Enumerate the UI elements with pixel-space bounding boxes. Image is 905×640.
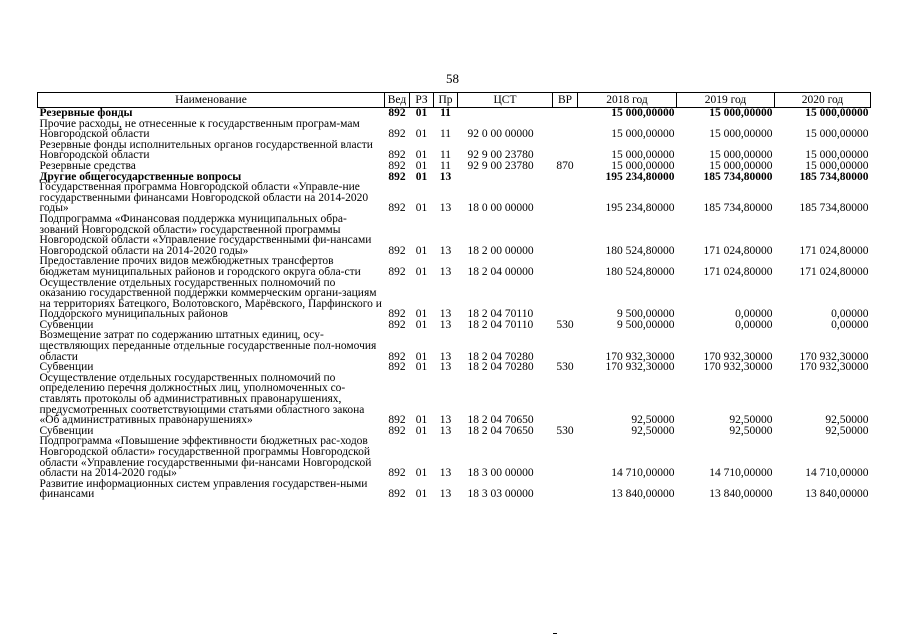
row-cst: 18 2 04 70650	[467, 414, 534, 427]
row-name: Подпрограмма «Повышение эффективности бюджетных рас-ходов Новгородской области» государственной программы Новгородской области «Управление государственными фи-нансами Новгородской области на 2014-2020 годы»	[39, 435, 372, 480]
row-2019: 92,50000	[729, 414, 773, 427]
row-cst: 18 2 04 70110	[467, 318, 534, 331]
row-rz: 01	[415, 424, 428, 437]
row-ved: 892	[388, 149, 406, 162]
row-name: Резервные фонды исполнительных органов государственной власти Новгородской области	[39, 138, 373, 162]
row-cst: 18 2 04 70110	[467, 308, 534, 321]
row-rz: 01	[415, 170, 428, 183]
row-2018: 92,50000	[631, 424, 675, 437]
row-pr: 13	[439, 424, 452, 437]
row-rz: 01	[415, 159, 428, 172]
row-2019: 13 840,00000	[709, 488, 773, 501]
row-pr: 13	[439, 350, 452, 363]
row-rz: 01	[415, 414, 428, 427]
row-vr	[553, 140, 578, 161]
row-name: Резервные средства	[39, 159, 136, 172]
row-2018: 195 234,80000	[605, 202, 675, 215]
row-vr: 870	[556, 159, 574, 172]
row-cst: 18 2 04 70280	[467, 350, 534, 363]
table-header	[38, 93, 871, 108]
row-cst: 18 2 04 70650	[467, 424, 534, 437]
row-ved: 892	[388, 424, 406, 437]
row-vr	[553, 182, 578, 214]
col-header-cst: ЦСТ	[458, 93, 553, 108]
row-2018: 180 524,80000	[605, 265, 675, 278]
row-rz: 01	[415, 308, 428, 321]
row-pr: 11	[440, 107, 451, 119]
row-2018: 180 524,80000	[605, 244, 675, 257]
row-2020: 15 000,00000	[805, 128, 869, 141]
row-2018: 92,50000	[631, 414, 675, 427]
row-vr	[553, 119, 578, 140]
row-name: Субвенции	[39, 424, 94, 437]
row-cst: 18 3 03 00000	[467, 488, 534, 501]
row-2019: 185 734,80000	[703, 170, 773, 183]
row-2020: 15 000,00000	[805, 159, 869, 172]
table-row	[38, 214, 871, 256]
row-name: Осуществление отдельных государственных полномочий по оказанию государственной поддержки коммерческим органи-зациям на территориях Батецкого, Волотовского, Марёвского, Парфинского и Поддорского муниципальных районов	[39, 276, 382, 321]
row-vr	[553, 479, 578, 500]
col-header-rz: РЗ	[410, 93, 434, 108]
table-row	[38, 479, 871, 500]
row-2018: 170 932,30000	[605, 350, 675, 363]
row-ved: 892	[388, 350, 406, 363]
row-rz: 01	[415, 265, 428, 278]
table-row	[38, 140, 871, 161]
row-rz: 01	[415, 318, 428, 331]
row-cst	[458, 172, 553, 183]
row-2018: 15 000,00000	[611, 149, 675, 162]
row-name: Прочие расходы, не отнесенные к государственным програм-мам Новгородской области	[39, 117, 360, 141]
row-2019: 14 710,00000	[709, 467, 773, 480]
row-ved: 892	[388, 467, 406, 480]
table-row	[38, 108, 871, 119]
col-header-2018: 2018 год	[578, 93, 677, 108]
row-ved: 892	[388, 308, 406, 321]
row-2018: 13 840,00000	[611, 488, 675, 501]
row-ved: 892	[388, 318, 406, 331]
row-2019: 0,00000	[735, 308, 773, 321]
row-2018: 15 000,00000	[611, 159, 675, 172]
row-ved: 892	[388, 488, 406, 501]
row-pr: 13	[439, 361, 452, 374]
row-2019: 170 932,30000	[703, 361, 773, 374]
row-pr: 11	[439, 149, 452, 162]
row-vr	[553, 330, 578, 362]
row-pr: 11	[439, 159, 452, 172]
row-name: Резервные фонды	[39, 107, 133, 119]
row-2020: 92,50000	[825, 424, 869, 437]
row-2019: 170 932,30000	[703, 350, 773, 363]
row-rz: 01	[415, 350, 428, 363]
col-header-2019: 2019 год	[677, 93, 775, 108]
row-pr: 13	[439, 467, 452, 480]
row-pr: 13	[439, 414, 452, 427]
row-cst	[458, 108, 553, 119]
row-2020: 0,00000	[831, 308, 869, 321]
row-name: Государственная программа Новгородской области «Управле-ние государственными финансами Новгородской области на 2014-2020 годы»	[39, 181, 369, 215]
row-rz: 01	[415, 202, 428, 215]
row-cst: 18 3 00 00000	[467, 467, 534, 480]
row-ved: 892	[388, 265, 406, 278]
row-rz: 01	[415, 361, 428, 374]
row-2020: 14 710,00000	[805, 467, 869, 480]
col-header-ved: Вед	[385, 93, 410, 108]
col-header-name: Наименование	[38, 93, 385, 108]
row-name: Субвенции	[39, 361, 94, 374]
row-2019: 15 000,00000	[709, 128, 773, 141]
row-cst: 92 9 00 23780	[467, 149, 534, 162]
row-name: Возмещение затрат по содержанию штатных единиц, осу-ществляющих переданные отдельные государственные пол-номочия области	[39, 329, 377, 363]
row-vr	[553, 436, 578, 478]
row-name: Предоставление прочих видов межбюджетных трансфертов бюджетам муниципальных районов и городского округа обла-сти	[39, 255, 361, 278]
row-ved: 892	[388, 414, 406, 427]
row-2019: 15 000,00000	[709, 107, 773, 119]
col-header-2020: 2020 год	[775, 93, 871, 108]
row-cst: 92 9 00 23780	[467, 159, 534, 172]
row-2018: 9 500,00000	[617, 318, 675, 331]
row-rz: 01	[415, 128, 428, 141]
row-cst: 18 0 00 00000	[467, 202, 534, 215]
row-vr: 530	[556, 318, 574, 331]
row-vr	[553, 373, 578, 426]
row-2018: 195 234,80000	[605, 170, 675, 183]
row-cst: 18 2 04 70280	[467, 361, 534, 374]
row-ved: 892	[388, 361, 406, 374]
row-name: Подпрограмма «Финансовая поддержка муниципальных обра-зований Новгородской области» государственной программы Новгородской области «Управление государственными фи-нансами Новгородской области на 2014-2020 годы»	[39, 212, 372, 257]
row-ved: 892	[388, 170, 406, 183]
row-2020: 171 024,80000	[799, 244, 869, 257]
row-ved: 892	[388, 202, 406, 215]
row-2018: 15 000,00000	[611, 128, 675, 141]
row-2020: 0,00000	[831, 318, 869, 331]
row-rz: 01	[415, 488, 428, 501]
table-row	[38, 373, 871, 426]
page-edge-mark	[553, 633, 557, 634]
row-pr: 13	[439, 318, 452, 331]
table-row	[38, 161, 871, 172]
row-pr: 11	[439, 128, 452, 141]
row-ved: 892	[388, 128, 406, 141]
row-vr: 530	[556, 361, 574, 374]
row-2020: 170 932,30000	[799, 350, 869, 363]
row-2019: 0,00000	[735, 318, 773, 331]
row-2018: 170 932,30000	[605, 361, 675, 374]
row-2020: 170 932,30000	[799, 361, 869, 374]
row-rz: 01	[415, 107, 428, 119]
row-2020: 15 000,00000	[805, 149, 869, 162]
col-header-vr: ВР	[553, 93, 578, 108]
row-vr	[553, 214, 578, 256]
row-vr	[553, 256, 578, 277]
table-row	[38, 256, 871, 277]
row-pr: 13	[439, 308, 452, 321]
row-pr: 13	[439, 244, 452, 257]
row-vr	[553, 278, 578, 320]
row-ved: 892	[388, 159, 406, 172]
row-ved: 892	[388, 244, 406, 257]
row-2020: 185 734,80000	[799, 170, 869, 183]
row-vr: 530	[556, 424, 574, 437]
row-2018: 9 500,00000	[617, 308, 675, 321]
row-2019: 15 000,00000	[709, 149, 773, 162]
page-number: 58	[446, 71, 459, 86]
row-pr: 13	[439, 170, 452, 183]
table-row	[38, 119, 871, 140]
row-pr: 13	[439, 265, 452, 278]
row-2019: 15 000,00000	[709, 159, 773, 172]
row-rz: 01	[415, 149, 428, 162]
row-rz: 01	[415, 467, 428, 480]
row-2018: 14 710,00000	[611, 467, 675, 480]
row-2020: 185 734,80000	[799, 202, 869, 215]
row-2018: 15 000,00000	[611, 107, 675, 119]
table-row	[38, 330, 871, 362]
row-cst: 18 2 04 00000	[467, 265, 534, 278]
row-name: Субвенции	[39, 318, 94, 331]
row-name: Другие общегосударственные вопросы	[39, 170, 242, 183]
table-row	[38, 278, 871, 320]
row-pr: 13	[439, 202, 452, 215]
table-row	[38, 436, 871, 478]
row-2020: 92,50000	[825, 414, 869, 427]
row-name: Осуществление отдельных государственных полномочий по определению перечня должностных лиц, уполномоченных со-ставлять протоколы об административных правонарушениях, предусмотренных соответствующими статьями областного закона «Об административных правонарушениях»	[39, 371, 365, 427]
col-header-pr: Пр	[434, 93, 458, 108]
row-name: Развитие информационных систем управления государствен-ными финансами	[39, 477, 368, 501]
row-rz: 01	[415, 244, 428, 257]
row-2020: 171 024,80000	[799, 265, 869, 278]
row-cst: 18 2 00 00000	[467, 244, 534, 257]
row-cst: 92 0 00 00000	[467, 128, 534, 141]
budget-table	[37, 92, 871, 500]
row-pr: 13	[439, 488, 452, 501]
row-ved: 892	[388, 107, 406, 119]
row-2019: 185 734,80000	[703, 202, 773, 215]
row-2019: 171 024,80000	[703, 265, 773, 278]
row-2019: 171 024,80000	[703, 244, 773, 257]
row-vr	[553, 172, 578, 183]
row-2020: 15 000,00000	[805, 107, 869, 119]
row-2020: 13 840,00000	[805, 488, 869, 501]
row-2019: 92,50000	[729, 424, 773, 437]
table-row	[38, 182, 871, 214]
row-vr	[553, 108, 578, 119]
